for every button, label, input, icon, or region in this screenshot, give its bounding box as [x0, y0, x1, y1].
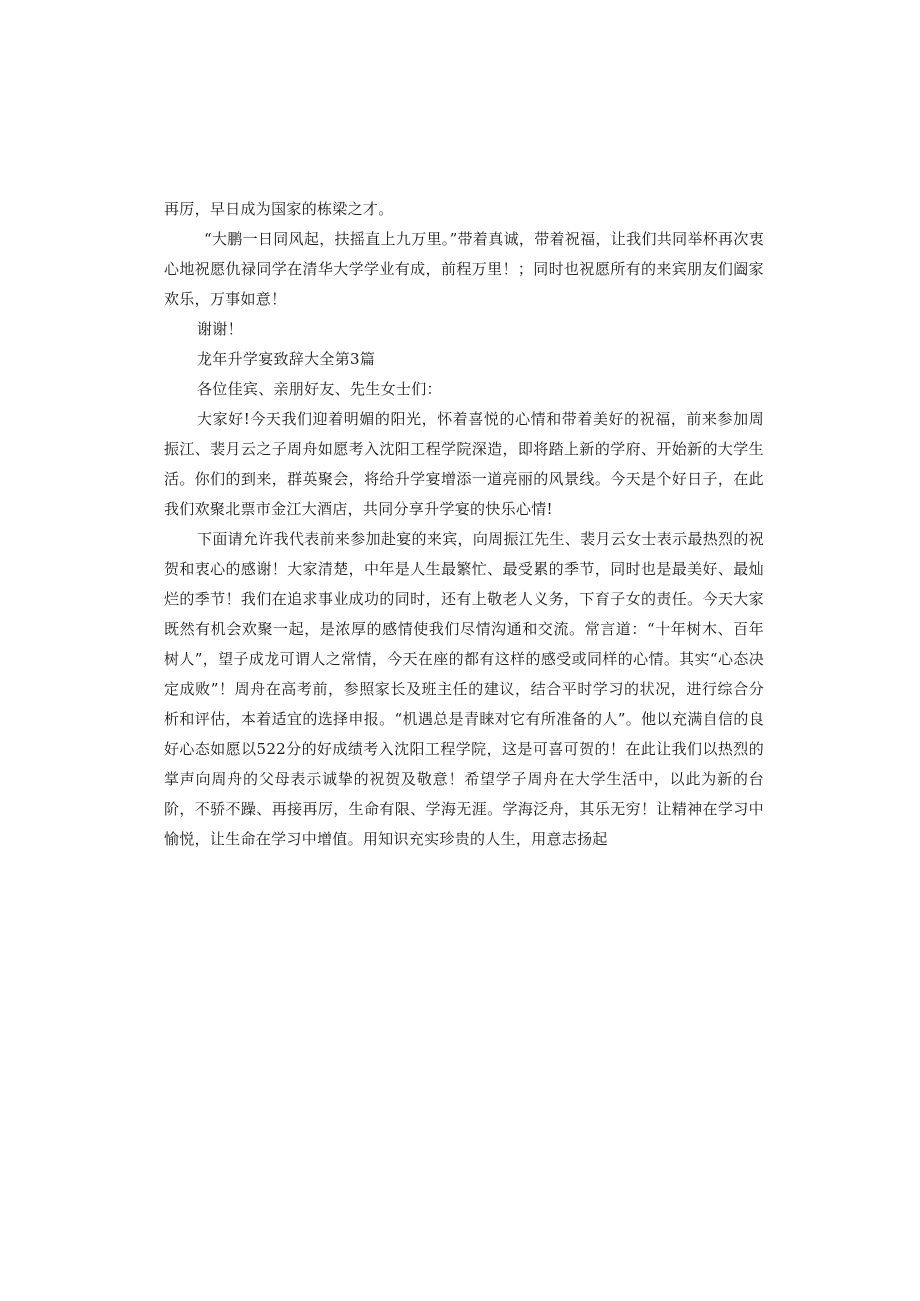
- paragraph-closing-wish: 再厉，早日成为国家的栋梁之才。: [164, 200, 394, 218]
- paragraph-salutation: 各位佳宾、亲朋好友、先生女士们：: [197, 380, 442, 398]
- paragraph-greeting: 大家好!今天我们迎着明媚的阳光，怀着喜悦的心情和带着美好的祝福，前来参加周振江、裴月云之子周舟如愿考入沈阳工程学院深造，即将踏上新的学府、开始新的大学生活。你们的到来，群英聚会，将给升学宴增添一道亮丽的风景线。今天是个好日子，在此我们欢聚北票市金江大酒店，共同分享升学宴的快乐心情!: [164, 410, 764, 518]
- paragraph-toast: “大鹏一日同风起，扶摇直上九万里。”带着真诚，带着祝福，让我们共同举杯再次衷心地祝愿仇禄同学在清华大学学业有成，前程万里！；同时也祝愿所有的来宾朋友们阖家欢乐，万事如意！: [164, 230, 764, 308]
- section-title: 龙年升学宴致辞大全第3篇: [197, 350, 376, 368]
- paragraph-thanks: 谢谢！: [197, 320, 243, 338]
- paragraph-main-speech: 下面请允许我代表前来参加赴宴的来宾，向周振江先生、裴月云女士表示最热烈的祝贺和衷心的感谢！大家清楚，中年是人生最繁忙、最受累的季节，同时也是最美好、最灿烂的季节！我们在追求事业成功的同时，还有上敬老人义务，下育子女的责任。今天大家既然有机会欢聚一起，是浓厚的感情使我们尽情沟通和交流。常言道：“十年树木、百年树人”，望子成龙可谓人之常情，今天在座的都有这样的感受或同样的心情。其实“心态决定成败”！周舟在高考前，参照家长及班主任的建议，结合平时学习的状况，进行综合分析和评估，本着适宜的选择申报。“机遇总是青睐对它有所准备的人”。他以充满自信的良好心态如愿以522分的好成绩考入沈阳工程学院，这是可喜可贺的！在此让我们以热烈的掌声向周舟的父母表示诚挚的祝贺及敬意！希望学子周舟在大学生活中，以此为新的台阶，不骄不躁、再接再厉，生命有限、学海无涯。学海泛舟，其乐无穷！让精神在学习中愉悦，让生命在学习中增值。用知识充实珍贵的人生，用意志扬起: [164, 530, 764, 848]
- document-page: [164, 194, 764, 854]
